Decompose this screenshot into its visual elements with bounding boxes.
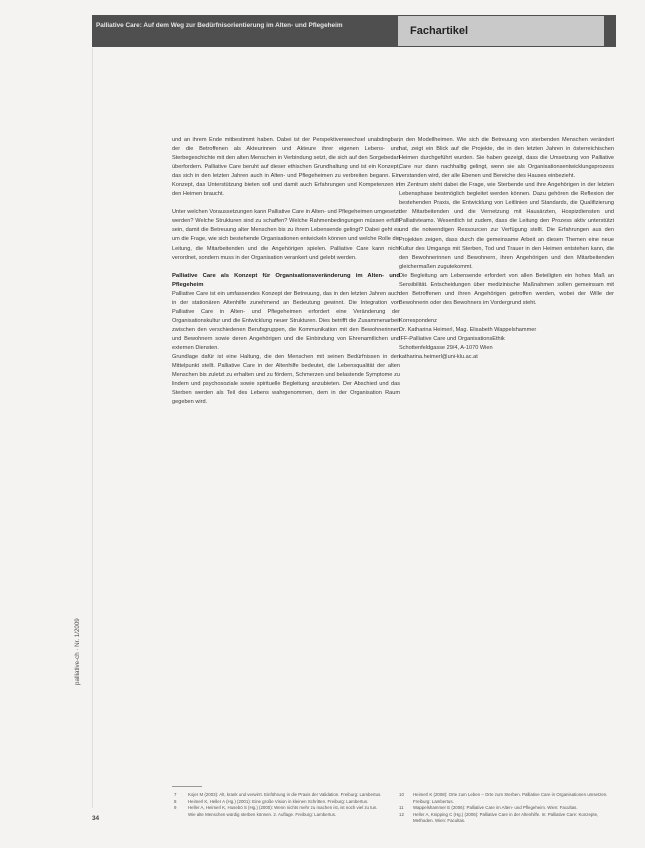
footnote-number: 10 xyxy=(399,792,404,797)
footnote-text: Heller A, Knipping C (Hg.) (2006): Palliative Care in der Altenhilfe. In: Palliative Care: Konzepte, Methoden. Wien: Facultas. xyxy=(413,811,599,824)
author-institution: IFF-Palliative Care und OrganisationsEthik xyxy=(399,335,505,342)
body-paragraph: Die Begleitung am Lebensende erfordert von allen Beteiligten ein hohes Maß an Sensibilität. Entscheidungen über medizinische Maßnahmen sollen gemeinsam mit den Betroffenen und ihren Angehörigen getroffen werden, wobei der Wille der Bewohnerin oder des Bewohners im Vordergrund steht. xyxy=(399,272,614,306)
footnote-text: Heimerl K (2008): Orte zum Leben – Orte zum Sterben. Palliative Care in Organisationen umsetzen. Freiburg: Lambertus. xyxy=(413,792,608,804)
footnote-text: Wappelshammer E (2006): Palliative Care im Alten- und Pflegeheim. Wien: Facultas. xyxy=(413,805,578,811)
body-paragraph: Palliative Care ist ein umfassendes Konzept der Betreuung, das in den letzten Jahren auch in der stationären Altenhilfe zunehmend an Bedeutung gewinnt. Die Integration von Palliative Care in Alten- und Pflegeheimen erfordert eine Veränderung der Organisationskultur und die Entwicklung neuer Strukturen. Dies betrifft die Zusammenarbeit zwischen den verschiedenen Berufsgruppen, die Kommunikation mit den Bewohnerinnen und Bewohnern sowie deren Angehörigen und die Einbindung von Ehrenamtlichen und externen Diensten. xyxy=(172,290,400,351)
body-paragraph: Grundlage dafür ist eine Haltung, die den Menschen mit seinen Bedürfnissen in den Mittelpunkt stellt. Palliative Care in der Altenhilfe bedeutet, die Lebensqualität der alten Menschen bis zuletzt zu erhalten und zu fördern, Schmerzen und belastende Symptome zu lindern und psychosoziale sowie spirituelle Begleitung anzubieten. Der Abschied und das Sterben werden als Teil des Lebens wahrgenommen, dem in der Organisation Raum gegeben wird. xyxy=(172,354,400,406)
footnote-text: Heller A, Heimerl K, Husebö S (Hg.) (2000): Wenn nichts mehr zu machen ist, ist noch viel zu tun. Wie alte Menschen würdig sterben können. 2. Auflage. Freiburg: Lambertus. xyxy=(188,805,378,817)
section-label: Fachartikel xyxy=(398,16,604,46)
footnote-text: Kojer M (2003): Alt, krank und verwirrt. Einführung in die Praxis der Validation. Freiburg: Lambertus. xyxy=(188,792,382,797)
footnote-number: 7 xyxy=(174,792,177,797)
author-email[interactable]: katharina.heimerl@uni-klu.ac.at xyxy=(399,354,478,361)
footnote xyxy=(174,792,386,799)
left-text-column xyxy=(172,136,400,407)
footnote-text: Heimerl K, Heller A (Hg.) (2001): Eine große Vision in kleinen Schritten. Freiburg: Lambertus. xyxy=(188,798,369,804)
body-paragraph: und an ihrem Ende mitbestimmt haben. Dabei ist der Perspektivenwechsel unabdingbar, der die Betroffenen als Akteurinnen und Akteure ihrer eigenen Lebens- und Sterbegeschichte mit den alten Menschen in Verbindung setzt, die sich auf den Sorgebedarf überfordern. Palliative Care beruht auf dieser ethischen Grundhaltung und ist ein Konzept, das sich in den letzten Jahren auch in Alten- und Pflegeheimen zu verbreiten begann. Ein Konzept, das Unterstützung bieten soll und damit auch Erfahrungen und Kompetenzen in den Heimen braucht. xyxy=(172,137,400,198)
right-text-column xyxy=(399,136,614,362)
correspondence-block xyxy=(399,317,614,362)
footnote xyxy=(399,812,614,825)
footnote xyxy=(399,805,614,812)
body-paragraph: Im Zentrum steht dabei die Frage, wie Sterbende und ihre Angehörigen in der letzten Lebensphase bestmöglich begleitet werden können. Dazu gehören die Reflexion der bestehenden Praxis, die Entwicklung von Leitlinien und Standards, die Qualifizierung der Mitarbeitenden und die Vernetzung mit Hausärzten, Hospizdiensten und Palliativteams. Wesentlich ist zudem, dass die Leitung den Prozess aktiv unterstützt und die notwendigen Ressourcen zur Verfügung stellt. Die Erfahrungen aus den Projekten zeigen, dass durch die gemeinsame Arbeit an diesen Themen eine neue Kultur des Umgangs mit Sterben, Tod und Trauer in den Heimen entstehen kann, die den Bewohnerinnen und Bewohnern, ihren Angehörigen und den Mitarbeitenden gleichermaßen zugutekommt. xyxy=(399,182,614,270)
footnote-divider xyxy=(172,786,202,787)
footnote-number: 11 xyxy=(399,805,404,811)
author-names: Dr. Katharina Heimerl, Mag. Elisabeth Wappelshammer xyxy=(399,326,537,333)
author-address: Schottenfeldgasse 29/4, A-1070 Wien xyxy=(399,345,493,352)
footnote-number: 9 xyxy=(174,805,177,811)
margin-rule xyxy=(92,48,93,808)
footnote xyxy=(174,799,386,806)
section-heading: Palliative Care als Konzept für Organisationsveränderung im Alten- und Pflegeheim xyxy=(172,272,400,288)
footnote xyxy=(399,792,614,805)
correspondence-label: Korrespondenz xyxy=(399,317,437,324)
footnotes-right xyxy=(399,792,614,825)
footnotes-left xyxy=(174,792,386,818)
footnote-number: 8 xyxy=(174,798,177,804)
body-paragraph: Unter welchen Voraussetzungen kann Palliative Care in Alten- und Pflegeheimen umgesetzt werden? Welche Strukturen sind zu schaffen? Welche Rahmenbedingungen müssen erfüllt sein, damit die Betreuung alter Menschen bis zu ihrem Lebensende gelingt? Dabei geht es um die Frage, wie sich bestehende Organisationen entwickeln können und welche Rolle die Leitung, die Mitarbeitenden und die Angehörigen spielen. Palliative Care kann nicht verordnet, sondern muss in der Organisation verankert und gelebt werden. xyxy=(172,209,400,261)
footnote xyxy=(174,805,386,818)
journal-reference: palliative-ch · Nr. 1/2009 xyxy=(74,618,81,685)
body-paragraph: in den Modellheimen. Wie sich die Betreuung von sterbenden Menschen verändert hat, zeigt ein Blick auf die Projekte, die in den letzten Jahren in österreichischen Heimen durchgeführt wurden. Sie haben gezeigt, dass die Umsetzung von Palliative Care nur dann nachhaltig gelingt, wenn sie als Organisationsentwicklungsprozess verstanden wird, der alle Ebenen und Bereiche des Hauses einbezieht. xyxy=(399,137,614,180)
footnote-number: 12 xyxy=(399,811,404,817)
article-header-title: Palliative Care: Auf dem Weg zur Bedürfnisorientierung im Alten- und Pflegeheim xyxy=(96,22,343,29)
page-number: 34 xyxy=(92,815,100,822)
